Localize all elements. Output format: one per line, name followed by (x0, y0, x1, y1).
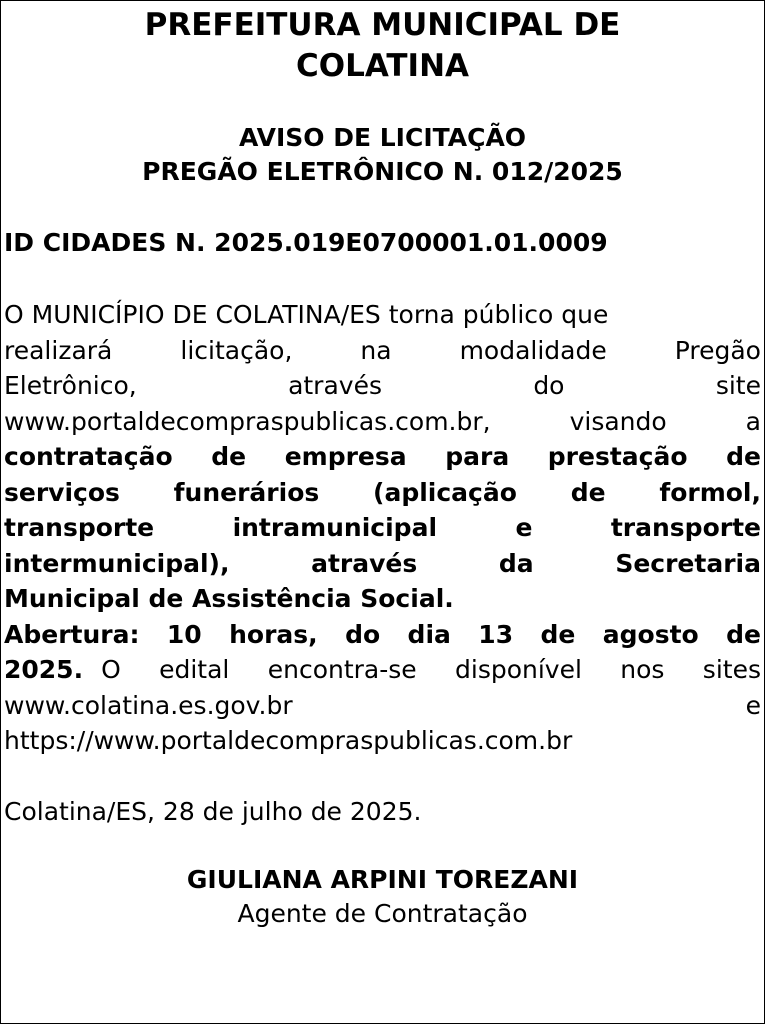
body-word: nos (620, 655, 665, 684)
body-word: de (540, 619, 576, 649)
body-word: de (211, 442, 247, 471)
body-word: e (745, 690, 761, 720)
body-word: licitação, (180, 335, 293, 365)
body-word: www.colatina.es.gov.br (4, 690, 293, 720)
body-word: contratação (4, 442, 173, 471)
body-word: encontra-se (267, 655, 417, 684)
body-word: a (745, 406, 761, 436)
body-word: www.portaldecompraspublicas.com.br, (4, 406, 491, 436)
body-word: Abertura: (4, 619, 140, 649)
body-line-3 (4, 368, 761, 404)
notice-title: AVISO DE LICITAÇÃO (238, 123, 527, 152)
body-word: formol, (659, 477, 761, 507)
body-word: intermunicipal), (4, 548, 230, 578)
body-word: empresa (284, 442, 407, 471)
body-line-12 (4, 688, 761, 724)
body-line-11-rest (101, 652, 761, 688)
body-word: Eletrônico, (4, 371, 137, 400)
body-word: dia (407, 619, 451, 649)
body-word: O (101, 655, 121, 684)
body-line-5 (4, 439, 761, 475)
page-header (1, 1, 764, 87)
body-word: visando (569, 406, 667, 436)
body-word: funerários (173, 477, 320, 507)
body-word: transporte (610, 513, 761, 542)
signatory-role: Agente de Contratação (237, 898, 528, 928)
body-word: sites (702, 655, 761, 684)
body-word: do (533, 371, 565, 400)
header-line-2: COLATINA (295, 48, 470, 84)
body-word: horas, (229, 619, 318, 649)
body-word: (aplicação (373, 477, 517, 507)
body-word: realizará (4, 335, 113, 365)
body-word: de (726, 442, 761, 471)
signatory-name: GIULIANA ARPINI TOREZANI (186, 864, 579, 894)
body-word: do (345, 619, 381, 649)
notice-body (1, 297, 764, 759)
body-word: de (726, 619, 761, 649)
body-word: Pregão (674, 335, 761, 365)
body-word: site (715, 371, 761, 400)
body-word: para (445, 442, 510, 471)
body-word: transporte (4, 513, 155, 542)
body-line-6 (4, 475, 761, 511)
body-word: e (515, 513, 533, 542)
notice-subtitle: PREGÃO ELETRÔNICO N. 012/2025 (142, 157, 623, 186)
id-cidades-line: ID CIDADES N. 2025.019E0700001.01.0009 (4, 228, 608, 257)
body-word: de (570, 477, 606, 507)
body-word: serviços (4, 477, 120, 507)
body-word: através (311, 548, 418, 578)
body-line-10 (4, 617, 761, 653)
header-line-1: PREFEITURA MUNICIPAL DE (144, 7, 621, 43)
body-line-11 (4, 652, 761, 688)
body-word: na (360, 335, 392, 365)
body-line-7 (4, 510, 761, 546)
body-word: disponível (455, 655, 582, 684)
body-line-9: Municipal de Assistência Social. (4, 584, 454, 613)
date-line: Colatina/ES, 28 de julho de 2025. (4, 796, 422, 826)
body-word: através (288, 371, 382, 400)
body-line-8 (4, 546, 761, 582)
body-word: intramunicipal (232, 513, 438, 542)
body-line-2 (4, 333, 761, 369)
body-line-4 (4, 404, 761, 440)
body-word: agosto (602, 619, 699, 649)
body-word: da (498, 548, 534, 578)
body-line-1 (4, 297, 761, 333)
body-word: Secretaria (615, 548, 761, 578)
body-line-13: https://www.portaldecompraspublicas.com.br (4, 726, 573, 755)
body-word: modalidade (459, 335, 607, 365)
signature-block (1, 863, 764, 931)
body-line-1-text: O MUNICÍPIO DE COLATINA/ES torna público que (4, 300, 609, 329)
opening-year: 2025. (4, 655, 84, 684)
body-word: 10 (166, 619, 202, 649)
notice-heading (1, 121, 764, 189)
body-word: edital (159, 655, 230, 684)
body-word: 13 (478, 619, 514, 649)
body-word: prestação (547, 442, 688, 471)
